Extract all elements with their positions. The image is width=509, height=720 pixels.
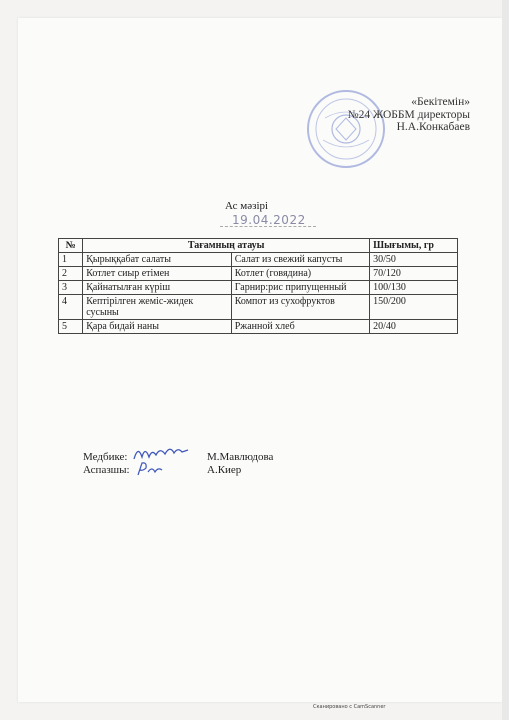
- handwritten-date: 19.04.2022: [232, 213, 306, 227]
- cell-dish-ru: Компот из сухофруктов: [231, 295, 369, 320]
- scanner-watermark: Сканировано с CamScanner: [313, 704, 386, 710]
- cell-yield: 100/130: [370, 281, 458, 295]
- table-row: [59, 295, 458, 320]
- page-edge-shadow: [502, 0, 509, 720]
- approval-block: [300, 96, 470, 134]
- cell-dish-kz: Котлет сиыр етімен: [83, 267, 231, 281]
- cell-yield: 70/120: [370, 267, 458, 281]
- cell-dish-kz: Қырыққабат салаты: [83, 253, 231, 267]
- cell-number: 5: [59, 320, 83, 334]
- cell-dish-kz: Қара бидай наны: [83, 320, 231, 334]
- cell-dish-ru: Гарнир:рис припущенный: [231, 281, 369, 295]
- header-number: №: [59, 239, 83, 253]
- cell-dish-ru: Ржанной хлеб: [231, 320, 369, 334]
- table-row: [59, 320, 458, 334]
- cell-number: 2: [59, 267, 83, 281]
- date-underline: [220, 226, 316, 227]
- approval-heading: «Бекітемін»: [411, 96, 470, 108]
- cook-signature: [135, 460, 167, 478]
- approval-director-name: Н.А.Конкабаев: [396, 121, 470, 133]
- table-row: [59, 281, 458, 295]
- cell-yield: 30/50: [370, 253, 458, 267]
- document-title: Ас мәзірі: [225, 200, 269, 212]
- cell-yield: 20/40: [370, 320, 458, 334]
- cell-yield: 150/200: [370, 295, 458, 320]
- staff-role: Медбике:: [83, 451, 128, 463]
- cell-dish-kz: Кептірілген жеміс-жидек сусыны: [83, 295, 231, 320]
- table-header-row: [59, 239, 458, 253]
- header-dish-name: Тағамның атауы: [83, 239, 370, 253]
- header-yield: Шығымы, гр: [370, 239, 458, 253]
- cell-dish-ru: Салат из свежий капусты: [231, 253, 369, 267]
- cell-number: 4: [59, 295, 83, 320]
- menu-table: [58, 238, 458, 334]
- cell-number: 3: [59, 281, 83, 295]
- cell-dish-ru: Котлет (говядина): [231, 267, 369, 281]
- staff-role: Аспазшы:: [83, 464, 130, 476]
- staff-name: М.Мавлюдова: [207, 451, 274, 463]
- table-row: [59, 253, 458, 267]
- staff-name: А.Киер: [207, 464, 242, 476]
- cell-dish-kz: Қайнатылған күріш: [83, 281, 231, 295]
- cell-number: 1: [59, 253, 83, 267]
- approval-position: №24 ЖОББМ директоры: [347, 108, 470, 121]
- table-row: [59, 267, 458, 281]
